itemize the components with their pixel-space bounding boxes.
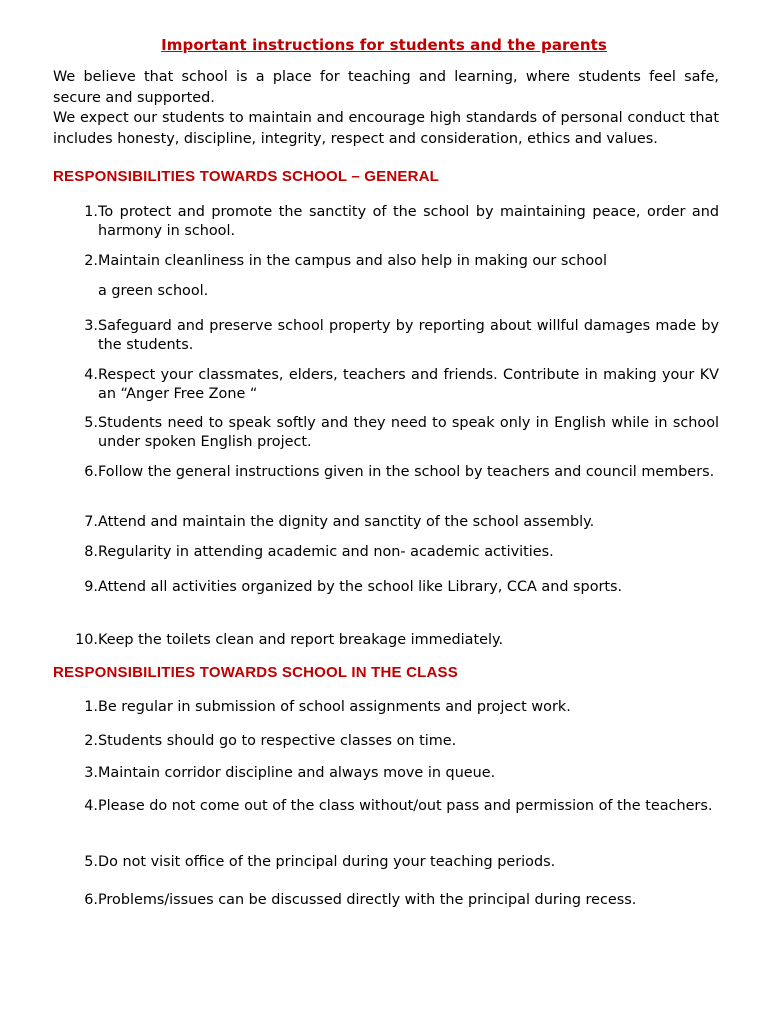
list-item-number: 4. bbox=[84, 798, 98, 814]
list-item-text: Do not visit office of the principal during your teaching periods. bbox=[98, 854, 556, 870]
list-item-number: 8. bbox=[84, 544, 98, 560]
list-item-text: Students should go to respective classes on time. bbox=[98, 733, 457, 749]
list-item-number: 3. bbox=[84, 765, 98, 781]
section-heading-general: RESPONSIBILITIES TOWARDS SCHOOL – GENERAL bbox=[53, 168, 440, 185]
section-heading-class: RESPONSIBILITIES TOWARDS SCHOOL IN THE CLASS bbox=[53, 664, 458, 681]
document-title: Important instructions for students and the parents bbox=[161, 36, 607, 54]
list-item-text: Attend all activities organized by the school like Library, CCA and sports. bbox=[98, 579, 623, 595]
list-item-number: 2. bbox=[84, 733, 98, 749]
list-item-number: 9. bbox=[84, 579, 98, 595]
list-item-number: 7. bbox=[84, 514, 98, 530]
intro-paragraph-1: We believe that school is a place for teaching and learning, where students feel safe, secure and supported. bbox=[53, 69, 719, 106]
list-item-text: Maintain corridor discipline and always move in queue. bbox=[98, 765, 496, 781]
list-item-number: 4. bbox=[84, 367, 98, 383]
list-item-text: Follow the general instructions given in the school by teachers and council members. bbox=[98, 464, 715, 480]
list-item-text: Be regular in submission of school assignments and project work. bbox=[98, 699, 571, 715]
list-item-text: Keep the toilets clean and report breakage immediately. bbox=[98, 632, 504, 648]
list-item-number: 6. bbox=[84, 464, 98, 480]
list-item-text: Attend and maintain the dignity and sanctity of the school assembly. bbox=[98, 514, 595, 530]
list-item-number: 5. bbox=[84, 854, 98, 870]
list-item-number: 10. bbox=[75, 632, 98, 648]
list-item-number: 1. bbox=[84, 204, 98, 220]
list-item-text: Respect your classmates, elders, teachers and friends. Contribute in making your KV an “Anger Free Zone “ bbox=[98, 367, 719, 402]
list-item-text: Regularity in attending academic and non- academic activities. bbox=[98, 544, 554, 560]
intro-block bbox=[53, 67, 719, 149]
list-item-text: Maintain cleanliness in the campus and also help in making our school bbox=[98, 253, 607, 269]
list-item-number: 1. bbox=[84, 699, 98, 715]
list-item-number: 6. bbox=[84, 892, 98, 908]
list-item-text: Safeguard and preserve school property by reporting about willful damages made by the students. bbox=[98, 318, 719, 353]
list-item-text: Problems/issues can be discussed directly with the principal during recess. bbox=[98, 892, 637, 908]
list-item-number: 3. bbox=[84, 318, 98, 334]
list-item-number: 5. bbox=[84, 415, 98, 431]
list-item-text: Please do not come out of the class without/out pass and permission of the teachers. bbox=[98, 798, 713, 814]
intro-paragraph-2: We expect our students to maintain and encourage high standards of personal conduct that includes honesty, discipline, integrity, respect and consideration, ethics and values. bbox=[53, 110, 719, 147]
list-item-text: Students need to speak softly and they need to speak only in English while in school under spoken English project. bbox=[98, 415, 719, 450]
list-item-number: 2. bbox=[84, 253, 98, 269]
list-item-text: To protect and promote the sanctity of the school by maintaining peace, order and harmony in school. bbox=[98, 204, 719, 239]
list-item-continuation: a green school. bbox=[98, 283, 209, 299]
